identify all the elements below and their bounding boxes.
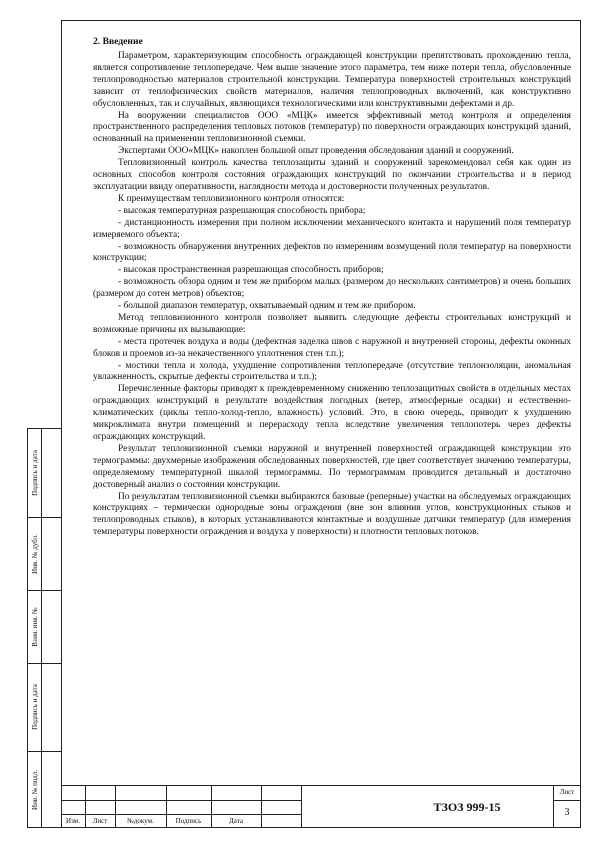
advantage-item: - дистанционность измерения при полном исключении механического контакта и нарушений поля температур измеряемого объекта; bbox=[93, 217, 571, 240]
tb-col-doc-number: №докум. bbox=[127, 817, 154, 825]
side-label-signature-date-2: Подпись и дата bbox=[30, 684, 39, 730]
paragraph: Перечисленные факторы приводят к преждевременному снижению теплозащитных свойств в отдельных местах ограждающих конструкций в результате воздействия погодных (ветер, атмосферные осадки) и естественно-климатических (циклы тепло-холод-тепло, влажность) условий. Это, в свою очередь, приводит к ухудшению микроклимата внутри помещений и перерасходу тепла вследствие увеличения теплопотерь через дефекты ограждающих конструкций. bbox=[93, 384, 571, 442]
tb-col-sheet: Лист bbox=[92, 817, 108, 825]
defect-item: - мостики тепла и холода, ухудшение сопротивления теплопередаче (отсутствие теплоизоляции, аномальная увлажненность, скрытые дефекты строительства и т.п.); bbox=[93, 360, 571, 383]
paragraph: По результатам тепловизионной съемки выбираются базовые (реперные) участки на обследуемых ограждающих конструкциях – термически однородные зоны ограждения (вне зон влияния углов, конструкционных стыков и теплопроводных стыков), в которых устанавливаются контактные и воздушные датчики температур (для измерения температуры поверхности ограждения и воздуха у поверхности) и плотности тепловых потоков. bbox=[93, 491, 571, 538]
advantage-item: - большой диапазон температур, охватываемый одним и тем же прибором. bbox=[118, 301, 416, 312]
tb-col-date: Дата bbox=[229, 817, 243, 825]
side-label-original-inv: Инв. № подл. bbox=[30, 769, 39, 810]
sheet-label: Лист bbox=[559, 788, 575, 796]
side-stamp-values-column bbox=[41, 429, 62, 827]
defects-intro: Метод тепловизионного контроля позволяет выявить следующие дефекты строительных конструкций и возможные причины их вызывающие: bbox=[93, 312, 571, 335]
side-label-replace-inv: Взам. инв. № bbox=[30, 606, 39, 647]
title-block bbox=[61, 785, 581, 828]
sheet-number: 3 bbox=[564, 807, 570, 818]
document-code: ТЗОЗ 999-15 bbox=[433, 800, 501, 814]
side-stamp-labels-column bbox=[28, 429, 42, 827]
advantage-item: - возможность обнаружения внутренних дефектов по измерениям возмущений поля температур на поверхности конструкции; bbox=[93, 241, 571, 264]
paragraph: Тепловизионный контроль качества теплозащиты зданий и сооружений зарекомендовал себя как один из основных способов контроля состояния ограждающих конструкций по окончании строительства и в период эксплуатации ввиду оперативности, наглядности метода и достоверности полученных результатов. bbox=[93, 158, 571, 192]
tb-col-change: Изм. bbox=[66, 817, 80, 825]
side-cell bbox=[28, 590, 41, 664]
side-label-signature-date-1: Подпись и дата bbox=[30, 450, 39, 496]
paragraph: Результат тепловизионной съемки наружной и внутренней поверхностей ограждающей конструкции это термограммы: двухмерные изображения обследованных поверхностей, где цвет соответствует значению температуры, определяемому температурной шкалой термограммы. По термограммам проводится детальный и достаточно достоверный анализ о состоянии конструкции. bbox=[93, 443, 571, 490]
side-stamp bbox=[27, 428, 61, 828]
defect-item: - места протечек воздуха и воды (дефектная заделка швов с наружной и внутренней стороны, дефекты оконных блоков и проемов из-за некачественного уплотнения стен т.п.); bbox=[93, 336, 571, 359]
advantage-item: - высокая температурная разрешающая способность прибора; bbox=[118, 205, 366, 216]
paragraph: Экспертами ООО«МЦК» накоплен большой опыт проведения обследования зданий и сооружений. bbox=[118, 146, 514, 157]
paragraph: Параметром, характеризующим способность ограждающей конструкции препятствовать прохождению тепла, является сопротивление теплопередаче. Чем выше значение этого параметра, тем ниже потери тепла, обусловленные теплопроводностью материалов строительной конструкции. Температура поверхностей строительных конструкций зависит от теплофизических свойств материалов, наличия теплопроводных включений, как конструктивно обусловленных, так и случайных, являющихся технологическими или конструктивными дефектами и др. bbox=[93, 51, 571, 109]
side-cell bbox=[28, 429, 41, 518]
section-title: 2. Введение bbox=[93, 36, 143, 47]
side-cell bbox=[28, 663, 41, 752]
document-body bbox=[93, 36, 571, 539]
advantage-item: - высокая пространственная разрешающая способность приборов; bbox=[118, 265, 384, 276]
side-label-duplicate-inv: Инв. № дубл. bbox=[30, 533, 39, 574]
side-cell bbox=[28, 517, 41, 591]
paragraph: На вооружении специалистов ООО «МЦК» имеется эффективный метод контроля и определения пространственного распределения тепловых потоков (температур) по поверхности ограждающих конструкций зданий, основанный на применении тепловизионной съемки. bbox=[93, 110, 571, 145]
side-cell bbox=[28, 751, 41, 828]
paragraph: К преимуществам тепловизионного контроля относятся: bbox=[118, 193, 345, 204]
advantage-item: - возможность обзора одним и тем же прибором малых (размером до нескольких сантиметров) и очень больших (размером до сотен метров) объектов; bbox=[93, 277, 571, 300]
tb-col-signature: Подпись bbox=[175, 817, 202, 825]
